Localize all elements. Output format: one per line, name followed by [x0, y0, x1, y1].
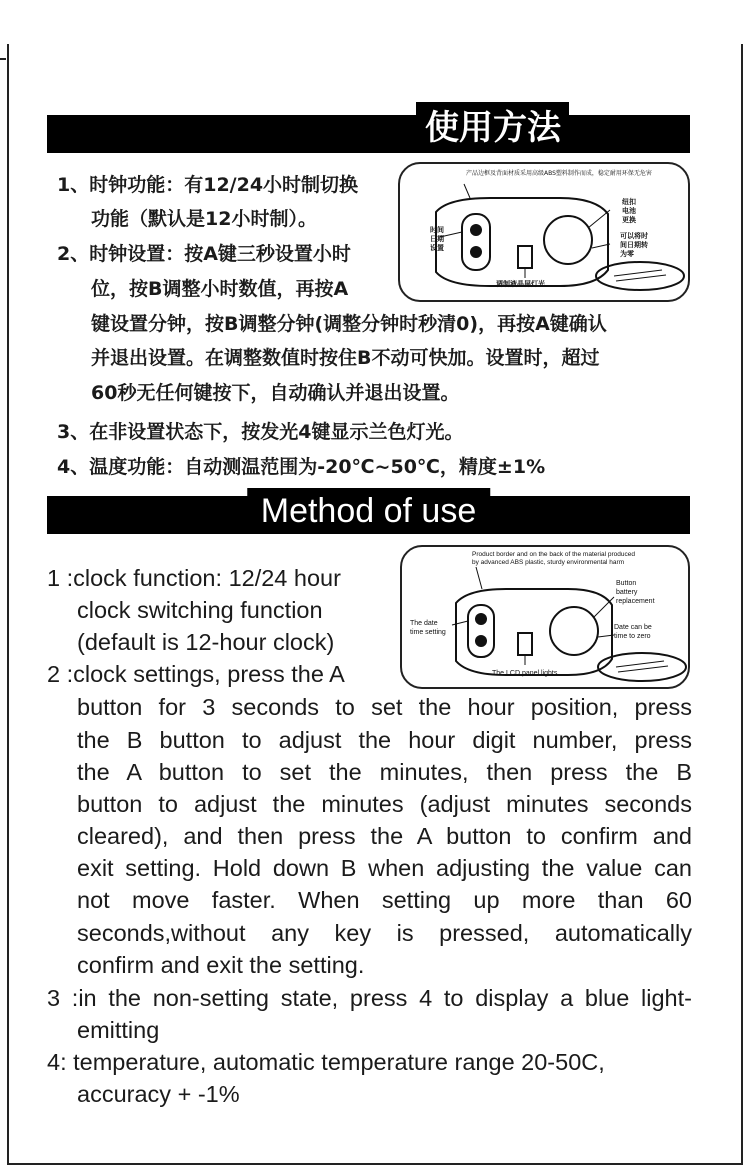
- cn-instruction-line: 60秒无任何键按下，自动确认并退出设置。: [91, 382, 460, 404]
- section-title-en: Method of use: [247, 488, 490, 534]
- en-instruction-line: (default is 12-hour clock): [77, 629, 335, 655]
- en-instruction-line: accuracy + -1%: [77, 1081, 240, 1107]
- diagram-top-note: Product border and on the back of the material produced by advanced ABS plastic, sturdy environmental harm: [472, 551, 635, 566]
- diagram-label-lcd-light: The LCD panel lights: [492, 670, 558, 677]
- cn-instruction-line: 键设置分钟，按B调整分钟(调整分钟时秒清0)，再按A键确认: [91, 313, 607, 335]
- diagram-top-note: 产品边框及背面材质采用高级ABS塑料制作而成，稳定耐用环保无危害: [466, 170, 652, 177]
- diagram-label-battery: Button battery replacement: [616, 580, 655, 605]
- en-instruction-line: not move faster. When setting up more than 60: [77, 887, 692, 913]
- en-instruction-line: cleared), and then press the A button to confirm and: [77, 823, 692, 849]
- clock-device-illustration: [402, 547, 690, 689]
- diagram-label-battery: 纽扣 电池 更换: [622, 198, 636, 224]
- cn-instruction-line: 1、时钟功能：有12/24小时制切换: [57, 174, 359, 196]
- product-diagram-en: [400, 545, 690, 689]
- en-instruction-line: the A button to set the minutes, then press the B: [77, 759, 692, 785]
- en-instruction-line: 2 :clock settings, press the A: [47, 661, 345, 687]
- en-instruction-line: seconds,without any key is pressed, automatically: [77, 920, 692, 946]
- en-instruction-line: the B button to adjust the hour digit number, press: [77, 727, 692, 753]
- cn-instruction-line: 位，按B调整小时数值，再按A: [91, 278, 349, 300]
- diagram-label-time-date-setting: 时间 日期 设置: [430, 226, 444, 252]
- en-instruction-line: button for 3 seconds to set the hour position, press: [77, 694, 692, 720]
- diagram-label-lcd-light: 调制液晶屏灯光: [496, 280, 545, 288]
- en-instruction-line: clock switching function: [77, 597, 323, 623]
- section-banner-en: [47, 492, 690, 534]
- en-instruction-line: 1 :clock function: 12/24 hour: [47, 565, 341, 591]
- section-banner-cn: [47, 108, 690, 153]
- section-title-cn: 使用方法: [416, 102, 569, 153]
- en-instruction-line: 4: temperature, automatic temperature range 20-50C,: [47, 1049, 605, 1075]
- cn-instruction-line: 4、温度功能：自动测温范围为-20℃~50℃，精度±1%: [57, 456, 546, 478]
- cn-instruction-line: 并退出设置。在调整数值时按住B不动可快加。设置时，超过: [91, 347, 600, 369]
- cn-instruction-line: 3、在非设置状态下，按发光4键显示兰色灯光。: [57, 421, 464, 443]
- en-instruction-line: 3 :in the non-setting state, press 4 to display a blue light-: [47, 985, 692, 1011]
- cn-instruction-line: 2、时钟设置：按A键三秒设置小时: [57, 243, 351, 265]
- cn-instruction-line: 功能（默认是12小时制）。: [91, 208, 317, 230]
- frame-tick-mark: [0, 58, 6, 60]
- diagram-label-reset: Date can be time to zero: [614, 624, 652, 640]
- en-instruction-line: emitting: [77, 1017, 160, 1043]
- en-instruction-line: confirm and exit the setting.: [77, 952, 365, 978]
- en-instruction-line: button to adjust the minutes (adjust minutes seconds: [77, 791, 692, 817]
- en-instruction-line: exit setting. Hold down B when adjusting the value can: [77, 855, 692, 881]
- product-diagram-cn: [398, 162, 690, 302]
- diagram-label-date-time-setting: The date time setting: [410, 620, 446, 636]
- diagram-label-reset: 可以将时 间日期转 为零: [620, 232, 648, 258]
